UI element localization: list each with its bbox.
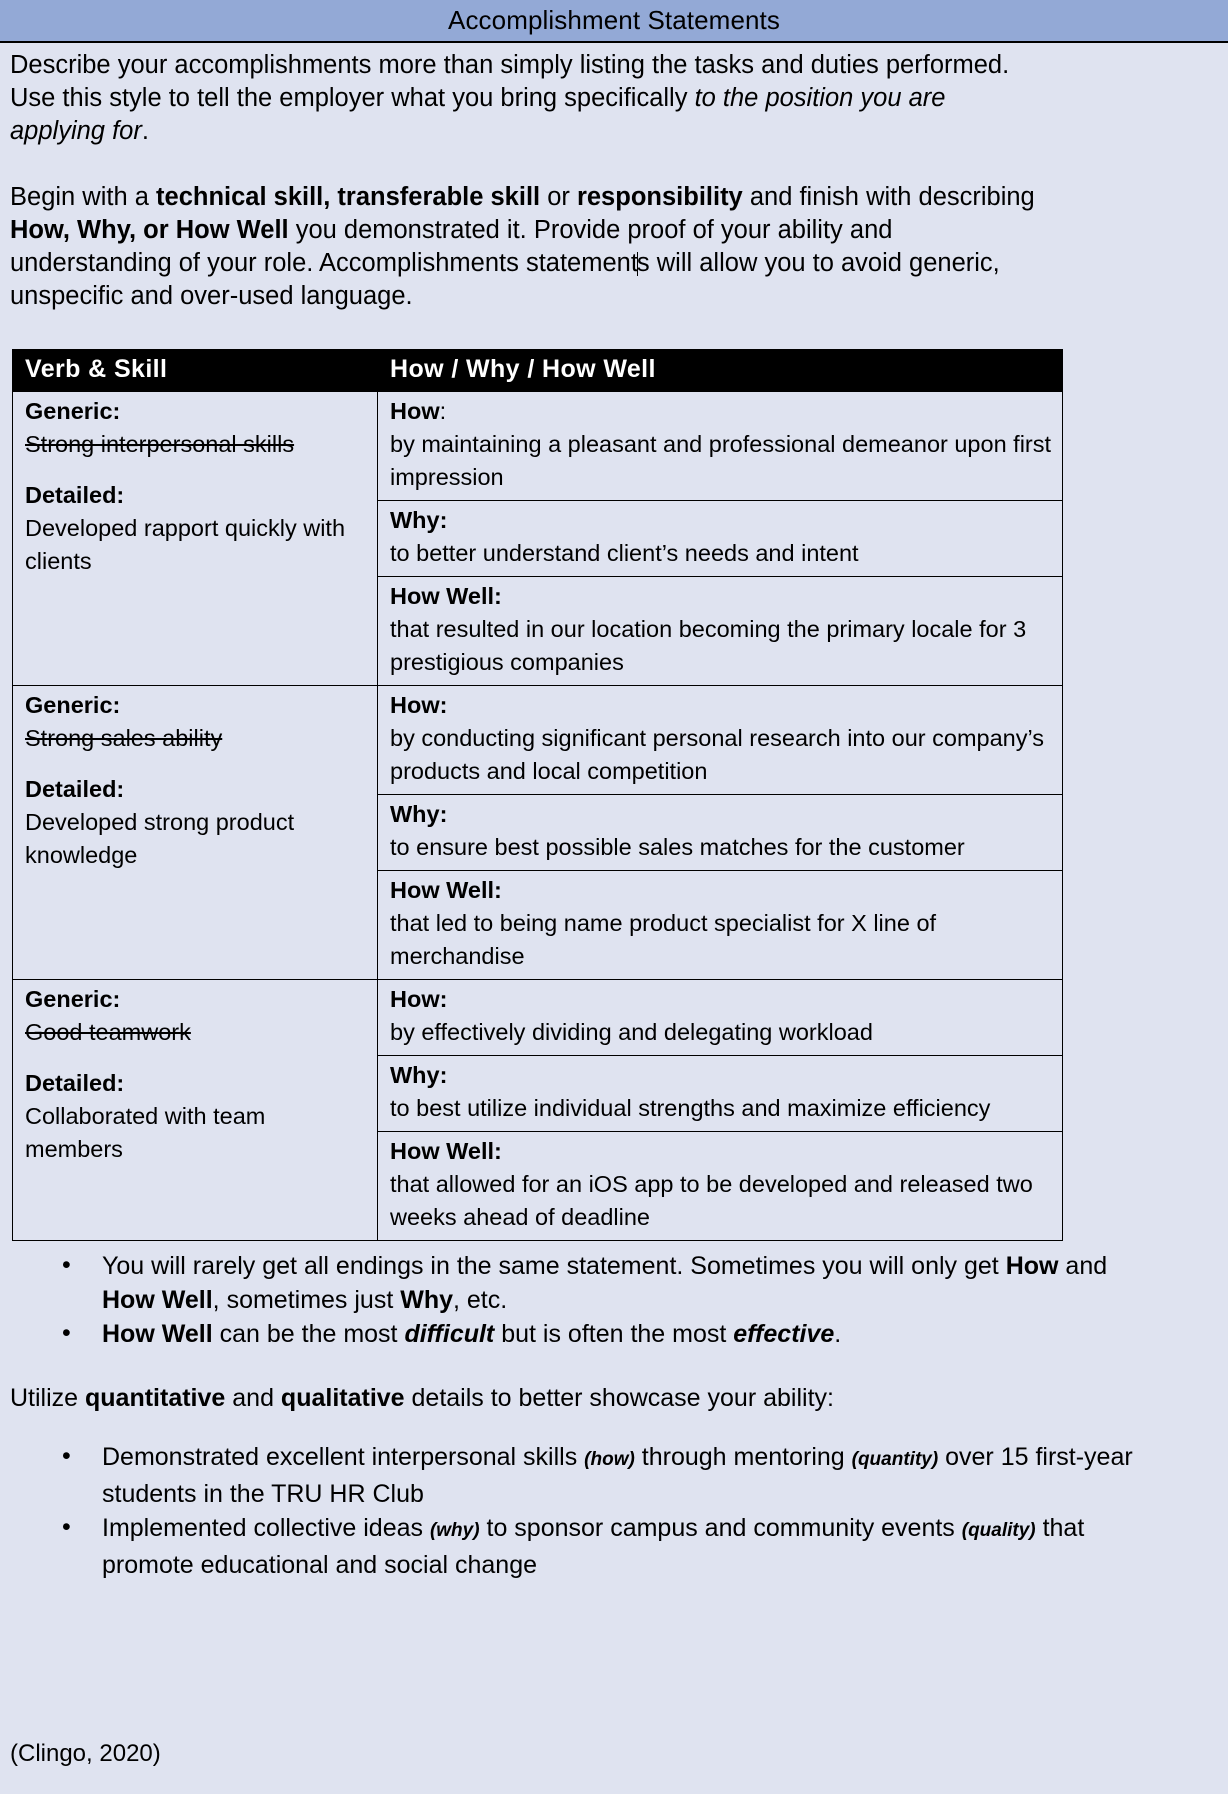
example-1-text-2: through mentoring <box>634 1443 852 1471</box>
utilize-text-1: Utilize <box>10 1384 86 1412</box>
row-2-why-text: to ensure best possible sales matches for the customer <box>390 834 965 860</box>
spacer <box>25 461 369 479</box>
note-1-text-2: and <box>1058 1252 1108 1280</box>
example-1-text-1: Demonstrated excellent interpersonal skills <box>102 1443 585 1471</box>
row-3-detailed-label: Detailed: <box>25 1070 125 1096</box>
intro-p2-bold-2: responsibility <box>576 183 743 211</box>
verb-skill-table <box>12 349 1063 1241</box>
row-1-why-colon: : <box>439 507 448 533</box>
utilize-bold-2: qualitative <box>280 1384 405 1412</box>
row-1-how-text: by maintaining a pleasant and professional demeanor upon first impression <box>390 431 1052 490</box>
spacer <box>25 1049 369 1067</box>
row-2-how-cell <box>378 686 1063 795</box>
document-body <box>0 43 1228 1582</box>
note-2-bolditalic-1: difficult <box>404 1320 495 1348</box>
row-2-how-text: by conducting significant personal research into our company’s products and local competition <box>390 725 1045 784</box>
note-1-bold-1: How <box>1005 1252 1059 1280</box>
example-2-text-2: to sponsor campus and community events <box>479 1514 962 1542</box>
verb-skill-table-wrapper <box>12 349 1216 1241</box>
row-1-how-well-colon: : <box>494 583 502 609</box>
column-header-verb-skill: Verb & Skill <box>13 350 378 392</box>
row-1-generic-value: Strong interpersonal skills <box>25 431 295 457</box>
note-2-bold-1: How Well <box>102 1320 213 1348</box>
row-1-why-text: to better understand client’s needs and intent <box>390 540 859 566</box>
row-2-how-well-cell <box>378 871 1063 980</box>
row-2-verb-skill-cell <box>13 686 378 980</box>
utilize-text-3: details to better showcase your ability: <box>404 1384 834 1412</box>
utilize-text-2: and <box>225 1384 281 1412</box>
row-2-how-well-text: that led to being name product specialist for X line of merchandise <box>390 910 937 969</box>
intro-p1-italic: to the position you are applying for <box>10 84 946 145</box>
row-2-how-well-label: How Well <box>390 877 495 903</box>
spacer <box>25 755 369 773</box>
note-2-text-1: can be the most <box>212 1320 405 1348</box>
note-2-bolditalic-2: effective <box>733 1320 835 1348</box>
intro-p2-bold-1: technical skill, transferable skill <box>156 183 541 211</box>
row-3-how-well-label: How Well <box>390 1138 495 1164</box>
row-2-detailed-value: Developed strong product knowledge <box>25 809 295 868</box>
table-row <box>13 392 1063 501</box>
row-3-how-well-cell <box>378 1132 1063 1241</box>
row-3-why-label: Why <box>390 1062 440 1088</box>
row-3-why-cell <box>378 1056 1063 1132</box>
column-header-how-why-howwell: How / Why / How Well <box>378 350 1063 392</box>
example-2-annotation-why: (why) <box>429 1520 480 1541</box>
note-2-text-3: . <box>834 1320 842 1348</box>
row-1-detailed-value: Developed rapport quickly with clients <box>25 515 346 574</box>
note-1-bold-3: Why <box>400 1286 454 1314</box>
list-item <box>10 1511 1162 1582</box>
row-1-how-colon: : <box>439 398 447 424</box>
intro-p2-text-3: and finish with describing <box>742 183 1035 211</box>
row-2-why-label: Why <box>390 801 440 827</box>
row-1-why-label: Why <box>390 507 440 533</box>
row-3-how-label: How <box>390 986 440 1012</box>
note-2-text-2: but is often the most <box>494 1320 734 1348</box>
note-1-text-1: You will rarely get all endings in the same statement. Sometimes you will only get <box>102 1252 1006 1280</box>
intro-p2-text-1: Begin with a <box>10 183 157 211</box>
row-2-generic-label: Generic: <box>25 692 121 718</box>
row-1-verb-skill-cell <box>13 392 378 686</box>
list-item <box>10 1249 1162 1317</box>
row-3-how-colon: : <box>439 986 448 1012</box>
table-row <box>13 980 1063 1056</box>
row-3-how-well-colon: : <box>494 1138 502 1164</box>
row-3-how-cell <box>378 980 1063 1056</box>
note-1-text-3: , sometimes just <box>212 1286 401 1314</box>
row-1-how-label: How <box>390 398 440 424</box>
example-1-annotation-quantity: (quantity) <box>851 1449 939 1470</box>
intro-paragraph-1 <box>10 49 1036 148</box>
example-1-annotation-how: (how) <box>584 1449 635 1470</box>
note-1-text-4: , etc. <box>453 1286 508 1314</box>
row-1-how-cell <box>378 392 1063 501</box>
utilize-bold-1: quantitative <box>85 1384 226 1412</box>
row-3-how-well-text: that allowed for an iOS app to be developed and released two weeks ahead of deadline <box>390 1171 1033 1230</box>
utilize-examples-list <box>10 1440 1216 1582</box>
row-3-detailed-value: Collaborated with team members <box>25 1103 266 1162</box>
row-3-why-text: to best utilize individual strengths and maximize efficiency <box>390 1095 991 1121</box>
citation: (Clingo, 2020) <box>10 1740 161 1767</box>
example-2-text-3: that promote educational and social change <box>102 1514 1085 1579</box>
row-2-generic-value: Strong sales ability <box>25 725 223 751</box>
utilize-intro-line <box>10 1381 1216 1415</box>
row-3-verb-skill-cell <box>13 980 378 1241</box>
intro-p2-text-4: you demonstrated it. Provide proof of your ability and understanding of your role. Accomplishments statement <box>10 216 893 277</box>
row-1-why-cell <box>378 501 1063 577</box>
row-3-generic-label: Generic: <box>25 986 121 1012</box>
row-2-why-colon: : <box>439 801 448 827</box>
notes-bullet-list <box>10 1249 1216 1351</box>
row-2-why-cell <box>378 795 1063 871</box>
row-1-how-well-text: that resulted in our location becoming the primary locale for 3 prestigious companies <box>390 616 1027 675</box>
example-2-annotation-quality: (quality) <box>961 1520 1036 1541</box>
row-3-how-text: by effectively dividing and delegating workload <box>390 1019 873 1045</box>
page-title: Accomplishment Statements <box>448 5 780 35</box>
example-2-text-1: Implemented collective ideas <box>102 1514 430 1542</box>
intro-p1-period: . <box>141 117 149 145</box>
note-1-bold-2: How Well <box>102 1286 213 1314</box>
intro-p2-text-5: s will allow you to avoid generic, unspecific and over-used language. <box>10 249 1000 310</box>
intro-paragraph-2 <box>10 181 1050 313</box>
row-2-how-label: How <box>390 692 440 718</box>
row-2-how-well-colon: : <box>494 877 502 903</box>
row-3-generic-value: Good teamwork <box>25 1019 191 1045</box>
list-item <box>10 1317 1162 1351</box>
row-2-detailed-label: Detailed: <box>25 776 125 802</box>
intro-p2-text-2: or <box>540 183 577 211</box>
row-1-generic-label: Generic: <box>25 398 121 424</box>
row-1-detailed-label: Detailed: <box>25 482 125 508</box>
page-title-banner <box>0 0 1228 43</box>
row-3-why-colon: : <box>439 1062 448 1088</box>
example-1-text-3: over 15 first-year students in the TRU HR Club <box>102 1443 1133 1508</box>
intro-p1-text: Describe your accomplishments more than simply listing the tasks and duties performed. Use this style to tell the employer what you bring specifically <box>10 51 1010 112</box>
row-1-how-well-cell <box>378 577 1063 686</box>
list-item <box>10 1440 1162 1511</box>
row-2-how-colon: : <box>439 692 448 718</box>
table-row <box>13 686 1063 795</box>
intro-p2-bold-3: How, Why, or How Well <box>10 216 289 244</box>
row-1-how-well-label: How Well <box>390 583 495 609</box>
table-header-row <box>13 350 1063 392</box>
